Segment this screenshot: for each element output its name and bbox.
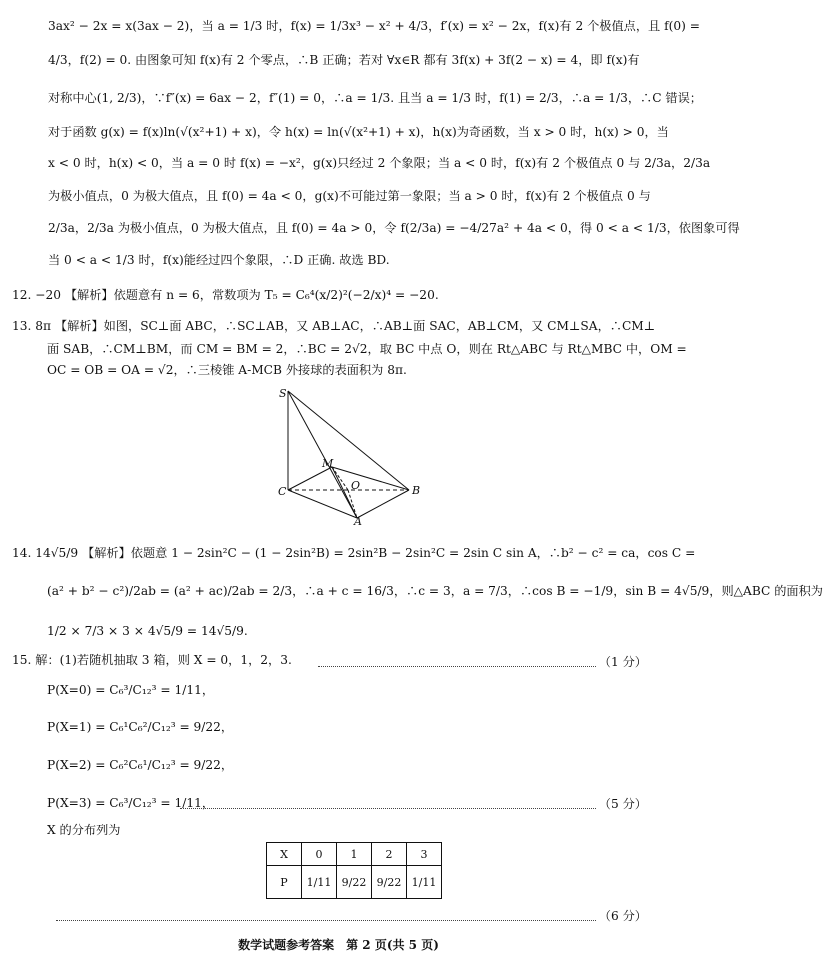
text-line: 4/3，f(2) = 0. 由图象可知 f(x)有 2 个零点，∴B 正确；若对 ∀x∈R 都有 3f(x) + 3f(2 − x) = 4，即 f(x)有: [48, 53, 640, 67]
label-o: O: [351, 479, 361, 492]
table-cell: 0: [302, 843, 337, 866]
text-line: 面 SAB，∴CM⊥BM，而 CM = BM = 2，∴BC = 2√2，取 BC 中点 O，则在 Rt△ABC 与 Rt△MBC 中，OM =: [47, 342, 687, 356]
prob-x0: P(X=0) = C₆³/C₁₂³ = 1/11，: [47, 683, 215, 697]
text-line: 对称中心(1, 2/3)，∵f″(x) = 6ax − 2，f″(1) = 0，∴a = 1/3. 且当 a = 1/3 时，f(1) = 2/3，∴a = 1/3，∴C 错误；: [48, 91, 702, 105]
table-row: [267, 866, 442, 899]
table-cell: P: [267, 866, 302, 899]
table-cell: 1/11: [407, 866, 442, 899]
score-mark: （5 分）: [598, 797, 647, 811]
distribution-label: X 的分布列为: [47, 823, 121, 837]
text-line: 对于函数 g(x) = f(x)ln(√(x²+1) + x)，令 h(x) = ln(√(x²+1) + x)，h(x)为奇函数，当 x > 0 时，h(x) > 0，当: [48, 125, 669, 139]
text-line: x < 0 时，h(x) < 0，当 a = 0 时 f(x) = −x²，g(x)只经过 2 个象限；当 a < 0 时，f(x)有 2 个极值点 0 与 2/3a，2/3a: [48, 156, 711, 170]
text-line: 2/3a，2/3a 为极小值点，0 为极大值点，且 f(0) = 4a > 0，令 f(2/3a) = −4/27a² + 4a < 0，得 0 < a < 1/3，依图象可得: [48, 221, 740, 235]
page-footer: 数学试题参考答案 第 2 页(共 5 页): [238, 938, 439, 952]
score-mark: （6 分）: [598, 909, 647, 923]
answer-15: 15. 解：(1)若随机抽取 3 箱，则 X = 0，1，2，3.: [12, 653, 292, 667]
text-line: 3ax² − 2x = x(3ax − 2)，当 a = 1/3 时，f(x) = 1/3x³ − x² + 4/3，f′(x) = x² − 2x，f(x)有 2 个极值点，且 f(0) =: [48, 19, 700, 33]
text-line: 1/2 × 7/3 × 3 × 4√5/9 = 14√5/9.: [47, 624, 248, 638]
table-cell: 9/22: [337, 866, 372, 899]
text-line: 当 0 < a < 1/3 时，f(x)能经过四个象限，∴D 正确. 故选 BD.: [48, 253, 390, 267]
table-cell: 2: [372, 843, 407, 866]
table-cell: 3: [407, 843, 442, 866]
text-line: 为极小值点，0 为极大值点，且 f(0) = 4a < 0，g(x)不可能过第一象限；当 a > 0 时，f(x)有 2 个极值点 0 与: [48, 189, 651, 203]
table-cell: 1/11: [302, 866, 337, 899]
prob-x2: P(X=2) = C₆²C₆¹/C₁₂³ = 9/22，: [47, 758, 234, 772]
answer-12: 12. −20 【解析】依题意有 n = 6，常数项为 T₅ = C₆⁴(x/2)²(−2/x)⁴ = −20.: [12, 288, 439, 302]
label-b: B: [412, 484, 421, 497]
score-mark: （1 分）: [598, 655, 647, 669]
table-cell: 1: [337, 843, 372, 866]
answer-14: 14. 14√5/9 【解析】依题意 1 − 2sin²C − (1 − 2sin²B) = 2sin²B − 2sin²C = 2sin C sin A，∴b² − c² = ca，cos C =: [12, 546, 696, 560]
table-cell: X: [267, 843, 302, 866]
label-s: S: [279, 387, 287, 400]
label-m: M: [322, 457, 334, 470]
prob-x3: P(X=3) = C₆³/C₁₂³ = 1/11，: [47, 796, 215, 810]
dot-leader: [318, 666, 596, 667]
table-cell: 9/22: [372, 866, 407, 899]
table-row: [267, 843, 442, 866]
tetrahedron-figure: [278, 385, 422, 528]
label-a: A: [354, 515, 362, 528]
dot-leader: [56, 920, 596, 921]
prob-x1: P(X=1) = C₆¹C₆²/C₁₂³ = 9/22，: [47, 720, 234, 734]
distribution-table: [266, 842, 442, 899]
text-line: OC = OB = OA = √2，∴三棱锥 A-MCB 外接球的表面积为 8π.: [47, 363, 407, 377]
answer-13: 13. 8π 【解析】如图，SC⊥面 ABC，∴SC⊥AB，又 AB⊥AC，∴AB⊥面 SAC，AB⊥CM，又 CM⊥SA，∴CM⊥: [12, 319, 656, 333]
dot-leader: [180, 808, 596, 809]
text-line: (a² + b² − c²)/2ab = (a² + ac)/2ab = 2/3，∴a + c = 16/3，∴c = 3，a = 7/3，∴cos B = −1/9，sin B = 4√5/9，则△ABC 的面积为: [47, 584, 823, 598]
label-c: C: [278, 485, 287, 498]
